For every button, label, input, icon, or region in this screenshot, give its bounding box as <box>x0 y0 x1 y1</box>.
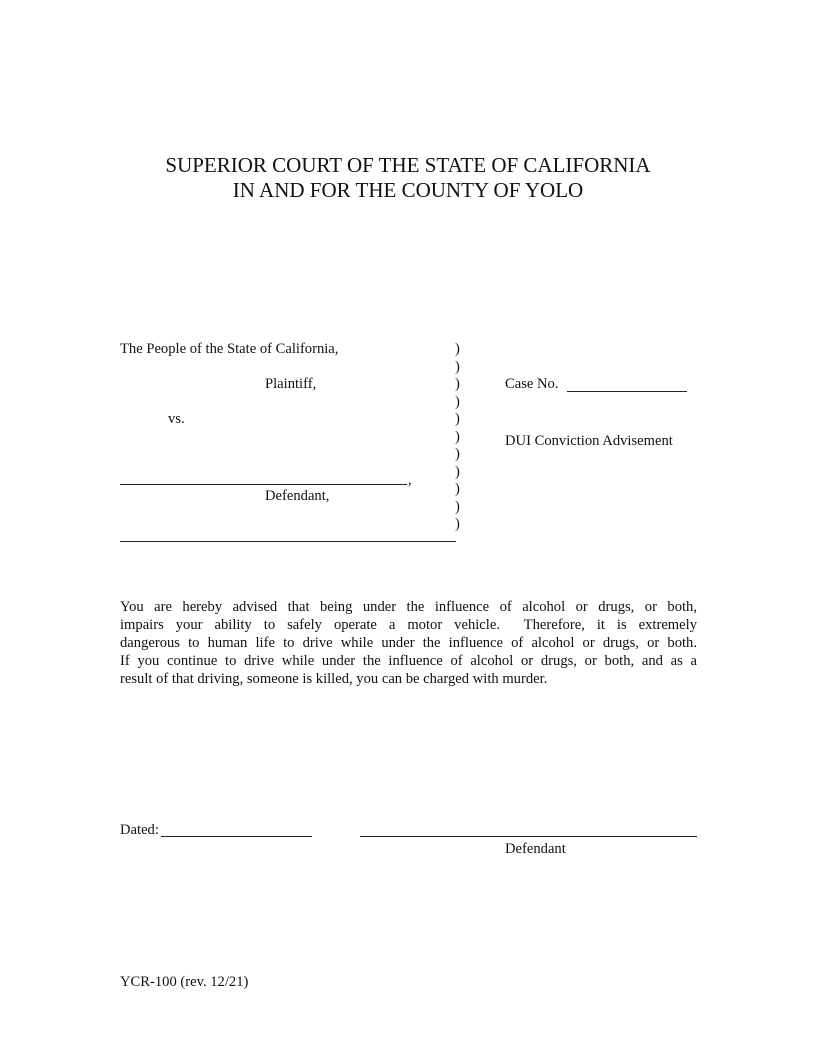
paren: ) <box>455 411 460 427</box>
paren: ) <box>455 376 460 392</box>
defendant-name-field[interactable] <box>120 484 407 485</box>
paren: ) <box>455 358 460 375</box>
plaintiff-name: The People of the State of California, <box>120 341 339 357</box>
advisement-line: If you continue to drive while under the influence of alcohol or drugs, or both, and as a <box>120 653 697 669</box>
defendant-signature-field[interactable] <box>360 836 697 837</box>
caption-bottom-line <box>120 541 456 542</box>
paren: ) <box>455 428 460 445</box>
defendant-comma: , <box>408 472 412 488</box>
defendant-label: Defendant, <box>265 488 330 504</box>
document-title: DUI Conviction Advisement <box>505 433 673 449</box>
caption-parentheses <box>455 341 460 534</box>
advisement-line: impairs your ability to safely operate a motor vehicle. Therefore, it is extremely <box>120 617 697 633</box>
county-name: IN AND FOR THE COUNTY OF YOLO <box>232 178 584 202</box>
paren: ) <box>455 446 460 462</box>
date-field[interactable] <box>161 836 312 837</box>
plaintiff-label: Plaintiff, <box>265 376 317 392</box>
versus-label: vs. <box>168 411 185 427</box>
paren: ) <box>455 341 460 357</box>
advisement-line: dangerous to human life to drive while under the influence of alcohol or drugs, or both. <box>120 635 697 651</box>
dated-label: Dated: <box>120 822 159 838</box>
advisement-text <box>120 598 697 688</box>
paren: ) <box>455 481 460 497</box>
form-id: YCR-100 (rev. 12/21) <box>120 974 249 990</box>
paren: ) <box>455 516 460 532</box>
paren: ) <box>455 393 460 410</box>
case-no-label: Case No. <box>505 376 559 392</box>
case-no-field[interactable] <box>567 391 687 392</box>
advisement-line: result of that driving, someone is killed, you can be charged with murder. <box>120 671 548 687</box>
paren: ) <box>455 498 460 515</box>
defendant-signature-label: Defendant <box>505 841 566 857</box>
advisement-line: You are hereby advised that being under the influence of alcohol or drugs, or both, <box>120 599 697 615</box>
paren: ) <box>455 463 460 480</box>
court-name: SUPERIOR COURT OF THE STATE OF CALIFORNIA <box>165 153 651 177</box>
